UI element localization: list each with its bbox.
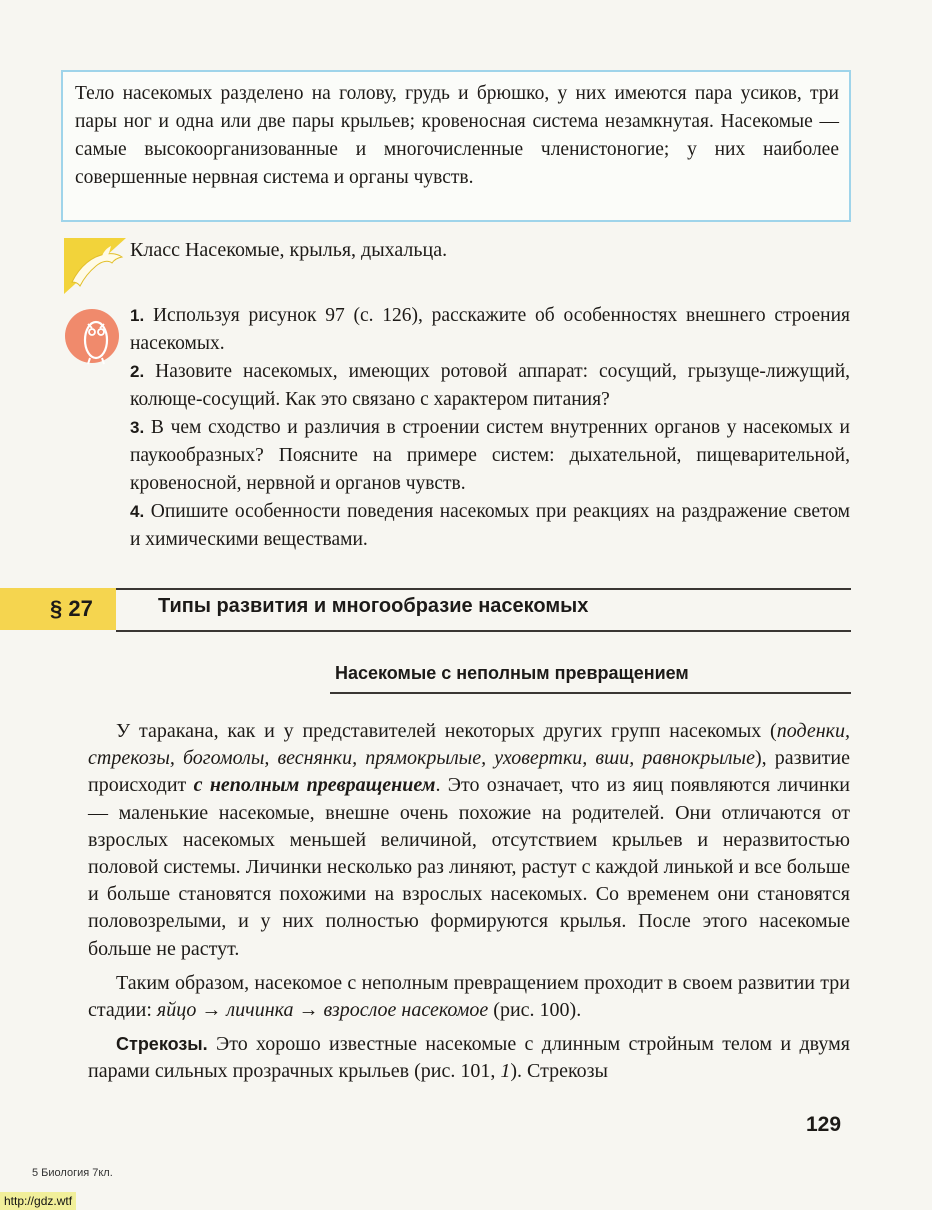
subsection-title: Насекомые с неполным превращением — [335, 663, 689, 683]
footer-signature: 5 Биология 7кл. — [32, 1167, 113, 1179]
key-term: с неполным превращением — [193, 774, 436, 797]
keywords-row — [62, 236, 852, 296]
question-item: 1. Используя рисунок 97 (с. 126), расскажите об особенностях внешнего строения насекомых. — [130, 305, 851, 354]
paragraph: Таким образом, насекомое с неполным превращением проходит в своем развитии три стадии: яйцо → личинка → взрослое насекомое (рис. 100). — [88, 971, 850, 1022]
page-number: 129 — [806, 1113, 842, 1136]
owl-icon — [64, 302, 124, 370]
question-item: 4. Опишите особенности поведения насекомых при реакциях на раздражение светом и химическими веществами. — [130, 501, 850, 550]
keywords-text: Класс Насекомые, крылья, дыхальца. — [130, 239, 448, 261]
watermark-link[interactable]: http://gdz.wtf — [0, 1192, 76, 1210]
paragraph: У таракана, как и у представителей некоторых других групп насекомых (поденки, стрекозы, богомолы, веснянки, прямокрылые, уховертки, вши, равнокрылые), развитие происходит с неполным превращением. Это означает, что из яиц появляются личинки — маленькие насекомые, внешне очень похожие на родителей. Они отличаются от взрослых насекомых меньшей величиной, отсутствием крыльев и неразвитостью половой системы. Личинки несколько раз линяют, растут с каждой линькой и все больше и больше становятся похожими на взрослых насекомых. Со временем они становятся половозрелыми, и у них полностью формируются крылья. После этого насекомые больше не растут. — [88, 720, 851, 960]
paragraph: Стрекозы. Это хорошо известные насекомые с длинным стройным телом и двумя парами сильных прозрачных крыльев (рис. 101, 1). Стрекозы — [88, 1033, 850, 1083]
development-stages: яйцо → личинка → взрослое насекомое — [156, 999, 489, 1022]
body-text — [88, 718, 850, 1093]
subsection-divider — [330, 692, 851, 694]
section-divider-bottom — [116, 630, 851, 632]
dolphin-icon — [62, 236, 128, 296]
summary-text: Тело насекомых разделено на голову, грудь и брюшко, у них имеются пара усиков, три пары ног и одна или две пары крыльев; кровеносная система незамкнутая. Насекомые — самые высокоорганизованные и многочисленные членистоногие; у них наиболее совершенные нервная система и органы чувств. — [75, 83, 839, 188]
section-divider-top — [116, 588, 851, 590]
section-title: Типы развития и многообразие насекомых — [158, 595, 589, 617]
section-number: § 27 — [0, 588, 116, 630]
paragraph-lead: Стрекозы. — [116, 1034, 208, 1055]
insect-groups: поденки, стрекозы, богомолы, веснянки, прямокрылые, уховертки, вши, равнокрылые — [88, 720, 850, 770]
questions-list — [130, 302, 850, 554]
summary-box — [61, 70, 851, 222]
question-item: 3. В чем сходство и различия в строении систем внутренних органов у насекомых и паукообразных? Поясните на примере систем: дыхательной, пищеварительной, кровеносной, нервной и органов чувств. — [130, 417, 850, 494]
question-item: 2. Назовите насекомых, имеющих ротовой аппарат: сосущий, грызуще-лижущий, колюще-сосущий. Как это связано с характером питания? — [130, 361, 851, 410]
